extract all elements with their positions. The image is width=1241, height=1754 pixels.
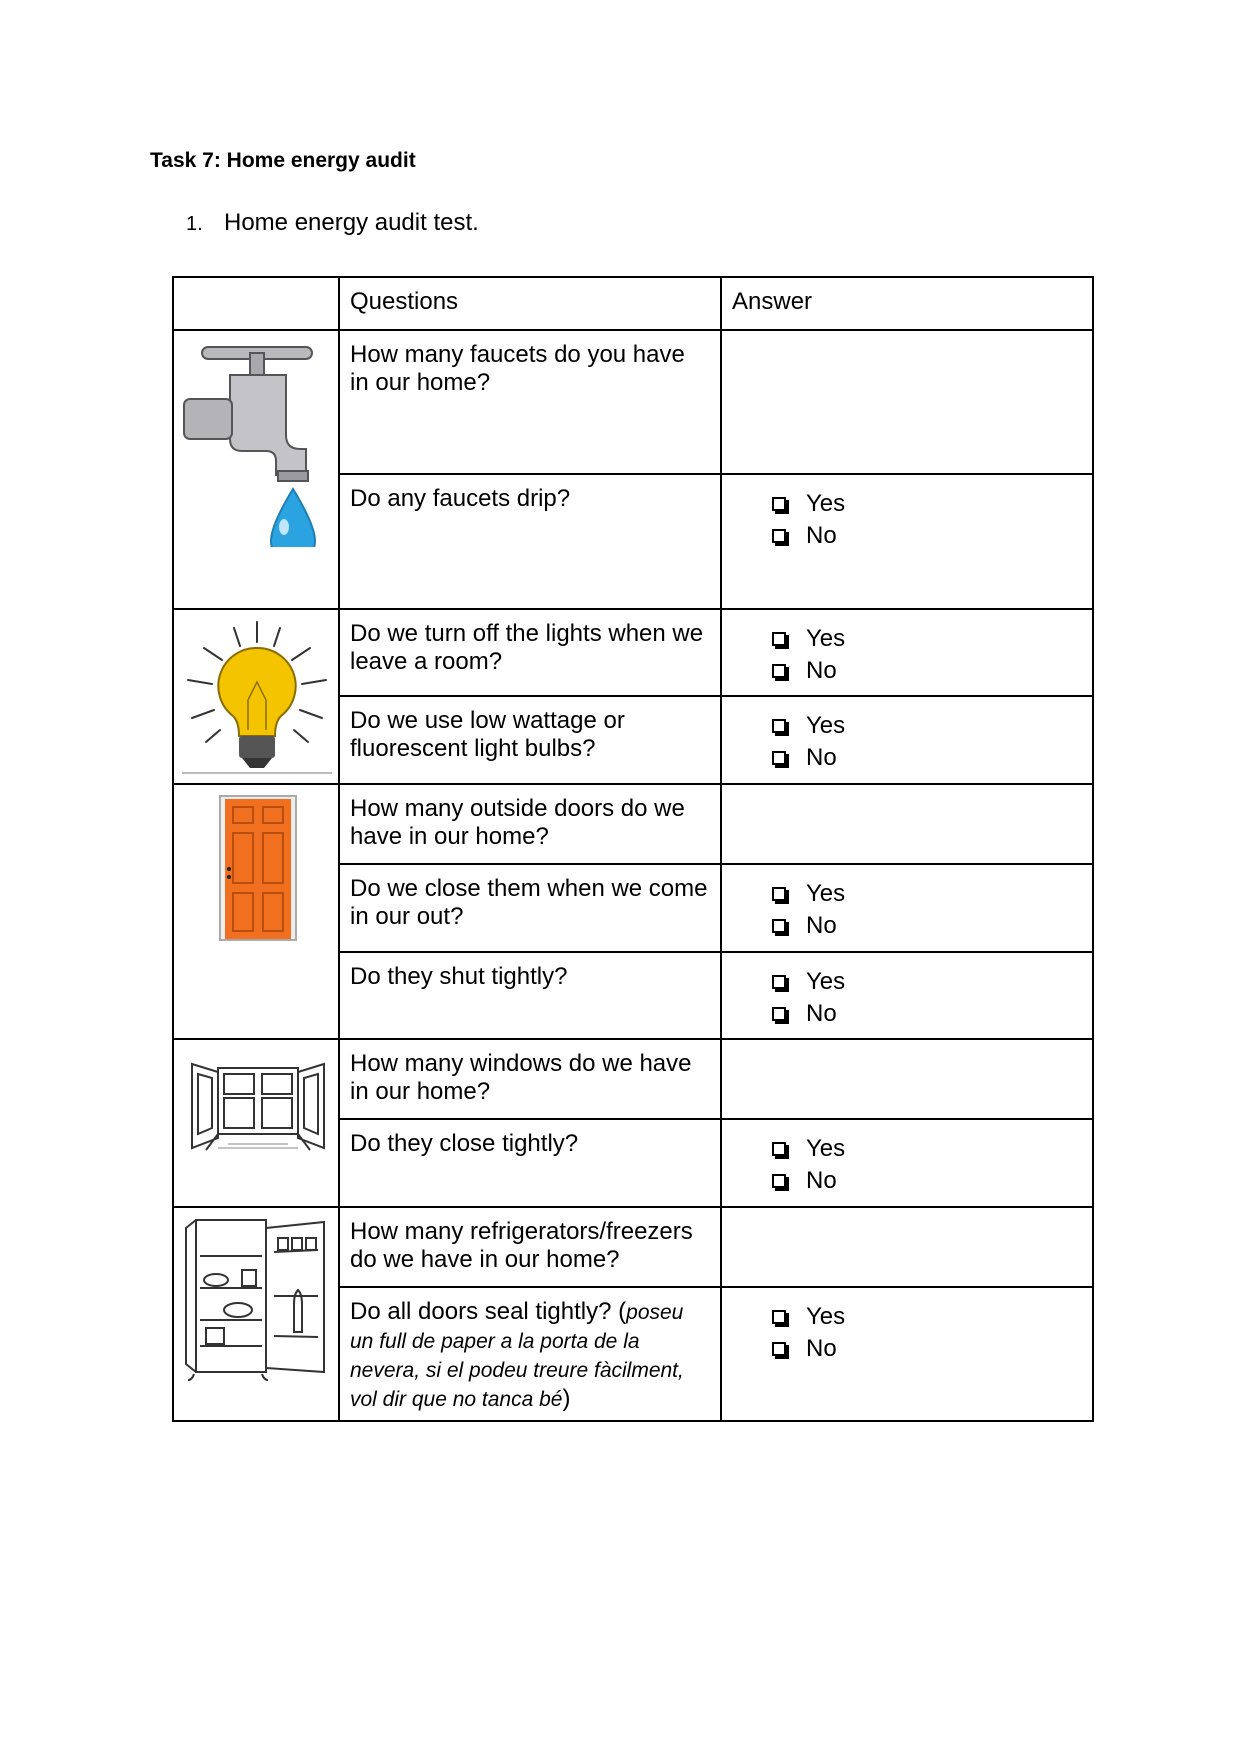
- header-questions: Questions: [350, 288, 459, 315]
- no-option[interactable]: [772, 655, 1092, 687]
- yes-checkbox[interactable]: [772, 887, 786, 901]
- list-text: Home energy audit test.: [224, 209, 479, 236]
- yes-option[interactable]: [772, 623, 1092, 655]
- no-checkbox[interactable]: [772, 664, 786, 678]
- yes-label: Yes: [806, 1303, 846, 1330]
- answer-cell[interactable]: [721, 1207, 1093, 1287]
- yes-checkbox[interactable]: [772, 497, 786, 511]
- yes-no-options: [722, 1288, 1092, 1365]
- answer-cell: [721, 864, 1093, 952]
- table-row: [173, 330, 1093, 474]
- yes-no-options: [722, 865, 1092, 942]
- yes-no-options: [722, 1120, 1092, 1197]
- door-icon: [219, 795, 299, 943]
- question-cell: [339, 609, 721, 696]
- table-row: [173, 1207, 1093, 1287]
- no-label: No: [806, 912, 837, 939]
- question-cell: [339, 952, 721, 1039]
- answer-cell[interactable]: [721, 330, 1093, 474]
- yes-label: Yes: [806, 1135, 846, 1162]
- yes-option[interactable]: [772, 878, 1092, 910]
- no-checkbox[interactable]: [772, 1007, 786, 1021]
- yes-option[interactable]: [772, 1133, 1092, 1165]
- no-option[interactable]: [772, 910, 1092, 942]
- yes-no-options: [722, 610, 1092, 687]
- question-cell: [339, 696, 721, 784]
- yes-option[interactable]: [772, 488, 1092, 520]
- question-text: Do we close them when we come in our out?: [350, 875, 708, 930]
- question-text: Do they close tightly?: [350, 1130, 579, 1157]
- no-option[interactable]: [772, 742, 1092, 774]
- refrigerator-image-cell: [173, 1207, 339, 1421]
- answer-cell: [721, 1287, 1093, 1421]
- question-cell: [339, 474, 721, 609]
- header-answer-cell: [721, 277, 1093, 330]
- yes-checkbox[interactable]: [772, 719, 786, 733]
- answer-cell: [721, 696, 1093, 784]
- question-note: poseu un full de paper a la porta de la nevera, si el podeu treure fàcilment, vol dir que no tanca bé: [350, 1301, 684, 1411]
- no-checkbox[interactable]: [772, 1342, 786, 1356]
- header-answer: Answer: [732, 288, 813, 315]
- yes-checkbox[interactable]: [772, 1310, 786, 1324]
- table-row: [173, 1039, 1093, 1119]
- no-label: No: [806, 1000, 837, 1027]
- no-label: No: [806, 657, 837, 684]
- header-empty-cell: [173, 277, 339, 330]
- yes-option[interactable]: [772, 1301, 1092, 1333]
- answer-cell[interactable]: [721, 784, 1093, 864]
- question-main: Do all doors seal tightly? (: [350, 1298, 627, 1325]
- question-cell: [339, 1287, 721, 1421]
- faucet-icon: [182, 337, 332, 547]
- question-cell: [339, 1039, 721, 1119]
- window-icon: [188, 1054, 328, 1154]
- question-text: Do any faucets drip?: [350, 485, 571, 512]
- question-text: How many refrigerators/freezers do we have in our home?: [350, 1218, 693, 1273]
- header-questions-cell: [339, 277, 721, 330]
- answer-cell: [721, 474, 1093, 609]
- question-cell: [339, 1119, 721, 1207]
- yes-checkbox[interactable]: [772, 632, 786, 646]
- light-bulb-icon: [182, 618, 332, 778]
- no-label: No: [806, 744, 837, 771]
- light-bulb-image-cell: [173, 609, 339, 784]
- yes-option[interactable]: [772, 966, 1092, 998]
- yes-no-options: [722, 697, 1092, 774]
- question-text: How many faucets do you have in our home?: [350, 341, 685, 396]
- audit-table: [172, 276, 1094, 1422]
- no-label: No: [806, 1167, 837, 1194]
- no-option[interactable]: [772, 1333, 1092, 1365]
- answer-cell[interactable]: [721, 1039, 1093, 1119]
- no-checkbox[interactable]: [772, 1174, 786, 1188]
- no-label: No: [806, 1335, 837, 1362]
- question-text: [340, 1288, 720, 1414]
- list-number: 1.: [186, 213, 203, 235]
- question-cell: [339, 1207, 721, 1287]
- question-cell: [339, 330, 721, 474]
- yes-label: Yes: [806, 968, 846, 995]
- table-row: [173, 609, 1093, 696]
- yes-checkbox[interactable]: [772, 975, 786, 989]
- door-image-cell: [173, 784, 339, 1039]
- question-text: How many windows do we have in our home?: [350, 1050, 692, 1105]
- faucet-image-cell: [173, 330, 339, 609]
- table-header-row: [173, 277, 1093, 330]
- yes-checkbox[interactable]: [772, 1142, 786, 1156]
- no-checkbox[interactable]: [772, 919, 786, 933]
- window-image-cell: [173, 1039, 339, 1207]
- answer-cell: [721, 609, 1093, 696]
- yes-no-options: [722, 953, 1092, 1030]
- question-text: Do we turn off the lights when we leave a room?: [350, 620, 704, 675]
- yes-no-options: [722, 475, 1092, 552]
- yes-label: Yes: [806, 625, 846, 652]
- page-title: Task 7: Home energy audit: [150, 149, 416, 172]
- no-option[interactable]: [772, 998, 1092, 1030]
- refrigerator-icon: [182, 1216, 332, 1386]
- no-label: No: [806, 522, 837, 549]
- no-checkbox[interactable]: [772, 751, 786, 765]
- question-text: Do we use low wattage or fluorescent light bulbs?: [350, 707, 625, 762]
- question-cell: [339, 864, 721, 952]
- list-item: [186, 209, 479, 237]
- question-text: Do they shut tightly?: [350, 963, 568, 990]
- answer-cell: [721, 1119, 1093, 1207]
- question-text: How many outside doors do we have in our home?: [350, 795, 685, 850]
- question-close: ): [562, 1385, 571, 1412]
- yes-option[interactable]: [772, 710, 1092, 742]
- table-row: [173, 784, 1093, 864]
- yes-label: Yes: [806, 490, 846, 517]
- no-option[interactable]: [772, 520, 1092, 552]
- answer-cell: [721, 952, 1093, 1039]
- no-checkbox[interactable]: [772, 529, 786, 543]
- yes-label: Yes: [806, 712, 846, 739]
- no-option[interactable]: [772, 1165, 1092, 1197]
- yes-label: Yes: [806, 880, 846, 907]
- question-cell: [339, 784, 721, 864]
